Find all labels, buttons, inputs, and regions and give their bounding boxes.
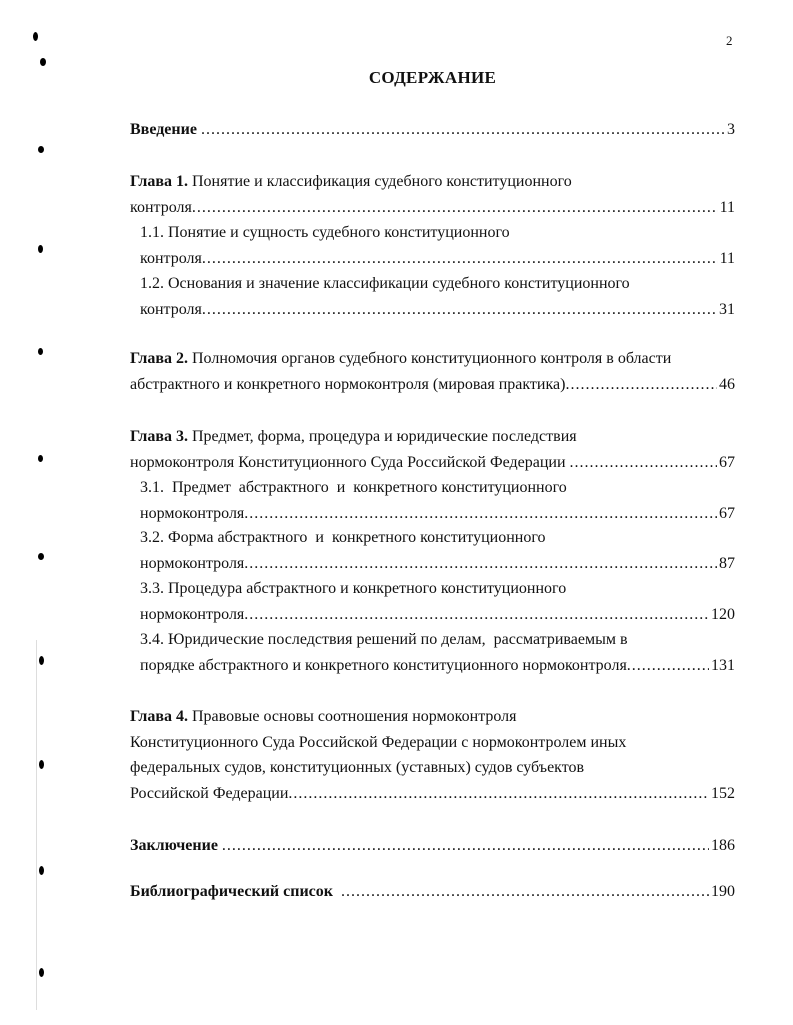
scan-mark [39, 968, 44, 977]
entry-text: 3.2. Форма абстрактного и конкретного конституционного [140, 529, 546, 546]
scan-mark [39, 656, 44, 665]
entry-page-number: 67 [719, 453, 735, 471]
entry-label: Глава 2. [130, 350, 188, 367]
entry-page-number: 46 [719, 375, 735, 393]
toc-entry[interactable] [140, 525, 735, 576]
toc-line [130, 169, 735, 195]
entry-page-number: 11 [719, 249, 735, 267]
toc-line [140, 297, 735, 323]
entry-text: 3.4. Юридические последствия решений по делам, рассматриваемым в [140, 631, 628, 648]
toc-line [130, 781, 735, 807]
scan-mark [39, 760, 44, 769]
entry-text: нормоконтроля [140, 605, 245, 623]
toc-line [140, 627, 735, 653]
toc-entry[interactable] [130, 879, 735, 905]
toc-line [130, 372, 735, 398]
scan-edge-line [36, 640, 37, 1010]
entry-text: контроля [140, 300, 202, 318]
toc-entry[interactable] [140, 576, 735, 627]
entry-text: контроля [130, 198, 192, 216]
entry-text: 3.1. Предмет абстрактного и конкретного конституционного [140, 479, 567, 496]
toc-line [130, 450, 735, 476]
scan-mark [38, 553, 44, 560]
entry-label: Введение [130, 121, 197, 138]
toc-entry[interactable] [130, 424, 735, 475]
toc-line [140, 475, 735, 501]
entry-label: Глава 4. [130, 708, 188, 725]
toc-line [140, 220, 735, 246]
toc-line [140, 271, 735, 297]
scan-mark [38, 146, 44, 153]
entry-page-number: 190 [711, 883, 735, 900]
entry-text: нормоконтроля Конституционного Суда Российской Федерации [130, 453, 570, 471]
dot-leader [192, 195, 718, 221]
entry-text: абстрактного и конкретного нормоконтроля (мировая практика) [130, 375, 566, 393]
entry-text: Понятие и классификация судебного конституционного [192, 173, 572, 190]
dot-leader [341, 879, 709, 905]
entry-text: Российской Федерации [130, 784, 289, 802]
entry-text: федеральных судов, конституционных (уставных) судов субъектов [130, 759, 585, 776]
entry-page-number: 11 [719, 198, 735, 216]
toc-entry[interactable] [140, 475, 735, 526]
dot-leader [201, 117, 725, 143]
entry-page-number: 3 [727, 121, 735, 138]
entry-text: Полномочия органов судебного конституционного контроля в области [192, 350, 672, 367]
entry-text: 1.1. Понятие и сущность судебного конституционного [140, 224, 510, 241]
toc-entry[interactable] [130, 346, 735, 397]
toc-line [140, 501, 735, 527]
entry-text: Предмет, форма, процедура и юридические последствия [192, 428, 577, 445]
entry-label: Глава 1. [130, 173, 188, 190]
toc-line [130, 755, 735, 781]
toc-line [140, 551, 735, 577]
toc-entry[interactable] [130, 117, 735, 143]
entry-text: нормоконтроля [140, 504, 245, 522]
toc-entry[interactable] [130, 169, 735, 220]
entry-text: порядке абстрактного и конкретного конституционного нормоконтроля [140, 656, 627, 674]
scan-mark [38, 348, 43, 355]
scan-mark [40, 58, 46, 66]
toc-line [140, 653, 735, 679]
entry-text: нормоконтроля [140, 554, 245, 572]
dot-leader [627, 653, 709, 679]
entry-text: 3.3. Процедура абстрактного и конкретного конституционного [140, 580, 567, 597]
toc-line [130, 424, 735, 450]
dot-leader [288, 781, 709, 807]
entry-page-number: 152 [711, 784, 735, 802]
entry-page-number: 87 [719, 554, 735, 572]
dot-leader [202, 297, 717, 323]
entry-page-number: 186 [711, 837, 735, 854]
entry-text: Правовые основы соотношения нормоконтроля [192, 708, 517, 725]
entry-text: 1.2. Основания и значение классификации судебного конституционного [140, 275, 630, 292]
dot-leader [244, 551, 717, 577]
scan-mark [39, 866, 44, 875]
toc-line [130, 346, 735, 372]
entry-label: Библиографический список [130, 883, 333, 900]
entry-label: Глава 3. [130, 428, 188, 445]
dot-leader [222, 833, 709, 859]
toc-line [130, 730, 735, 756]
entry-label: Заключение [130, 837, 218, 854]
toc-line [130, 879, 735, 905]
entry-page-number: 67 [719, 504, 735, 522]
scan-mark [33, 32, 38, 41]
scan-mark [38, 455, 43, 462]
toc-line [130, 833, 735, 859]
toc-line [140, 576, 735, 602]
toc-line [140, 525, 735, 551]
toc-line [130, 117, 735, 143]
toc-title: СОДЕРЖАНИЕ [368, 68, 497, 87]
toc-line [130, 704, 735, 730]
toc-line [130, 195, 735, 221]
entry-page-number: 131 [711, 656, 735, 674]
toc-entry[interactable] [140, 271, 735, 322]
dot-leader [244, 501, 717, 527]
dot-leader [570, 450, 718, 476]
dot-leader [202, 246, 718, 272]
entry-page-number: 120 [711, 605, 735, 623]
toc-entry[interactable] [140, 627, 735, 678]
toc-line [140, 602, 735, 628]
toc-line [140, 246, 735, 272]
toc-entry[interactable] [140, 220, 735, 271]
entry-text: контроля [140, 249, 202, 267]
toc-entry[interactable] [130, 704, 735, 806]
entry-page-number: 31 [719, 300, 735, 318]
scan-mark [38, 245, 43, 253]
dot-leader [244, 602, 709, 628]
page-number: 2 [726, 33, 733, 48]
entry-text: Конституционного Суда Российской Федерации с нормоконтролем иных [130, 733, 627, 751]
toc-entry[interactable] [130, 833, 735, 859]
dot-leader [565, 372, 717, 398]
